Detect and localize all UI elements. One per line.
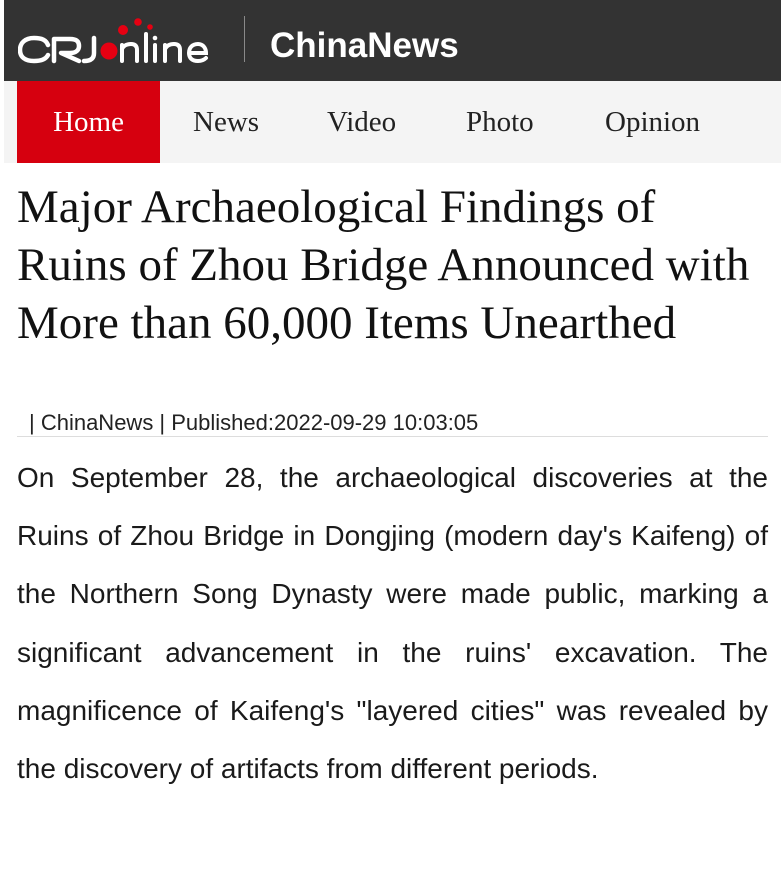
nav-opinion[interactable]: Opinion: [605, 106, 701, 138]
cri-online-logo-graphic: [18, 18, 228, 66]
article-body: On September 28, the archaeological discoveries at the Ruins of Zhou Bridge in Dongjing (modern day's Kaifeng) of the Northern Song Dynasty were made public, marking a significant advancement in the ruins' excavation. The magnificence of Kaifeng's "layered cities" was revealed by the discovery of artifacts from different periods.: [17, 462, 768, 785]
nav-video[interactable]: Video: [327, 106, 397, 138]
header-divider: [244, 16, 245, 62]
nav-photo[interactable]: Photo: [466, 106, 534, 138]
nav-home[interactable]: Home: [17, 81, 160, 163]
section-name[interactable]: ChinaNews: [270, 26, 459, 65]
article-title: Major Archaeological Findings of Ruins of Zhou Bridge Announced with More than 60,000 Items Unearthed: [17, 181, 750, 349]
cri-online-logo[interactable]: [18, 18, 228, 66]
site-header: [4, 0, 781, 81]
meta-divider: [17, 436, 768, 437]
article-meta: | ChinaNews | Published:2022-09-29 10:03:05: [29, 410, 479, 435]
main-nav: [4, 81, 781, 163]
nav-news[interactable]: News: [193, 106, 260, 138]
